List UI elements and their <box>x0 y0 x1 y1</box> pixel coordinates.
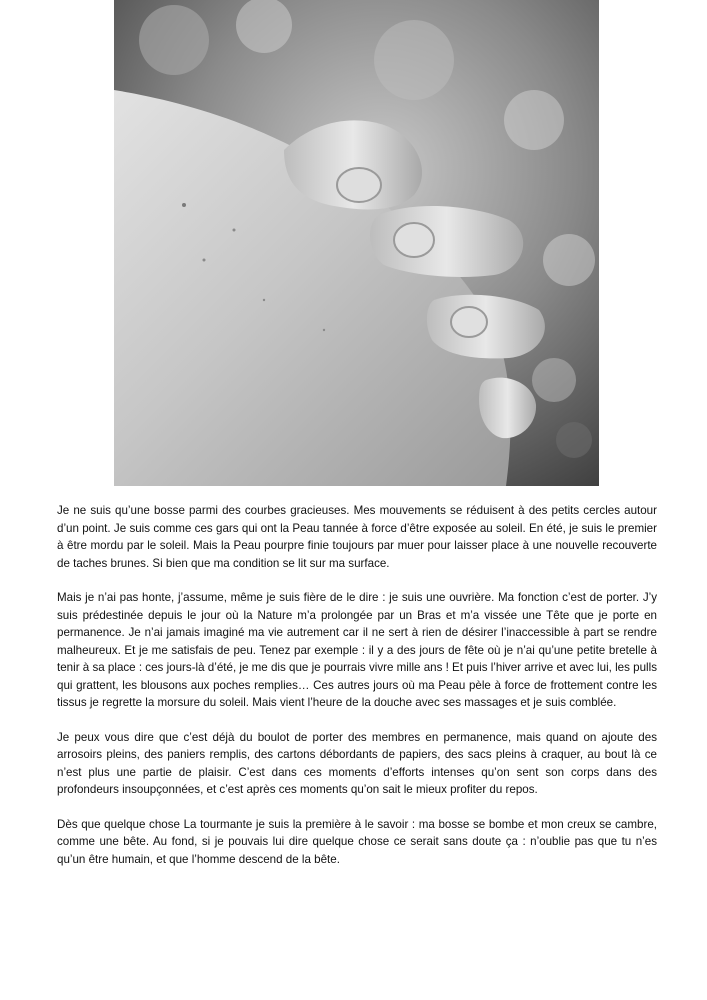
paragraph-1: Je ne suis qu’une bosse parmi des courbes gracieuses. Mes mouvements se réduisent à des petits cercles autour d’un point. Je suis comme ces gars qui ont la Peau tannée à force d’être exposée au soleil. En été, je suis le premier à être mordu par le soleil. Mais la Peau pourpre finie toujours par muer pour laisser place à une nouvelle recouverte de taches brunes. Si bien que ma condition se lit sur ma surface. <box>57 504 657 570</box>
article-text <box>57 502 657 885</box>
paragraph-3: Je peux vous dire que c’est déjà du boulot de porter des membres en permanence, mais quand on ajoute des arrosoirs pleins, des paniers remplis, des cartons débordants de papiers, des sacs pleins à craquer, au bout là ce n’est plus une partie de plaisir. C’est dans ces moments d’efforts intenses qu’on sent son corps dans des profondeurs insoupçonnées, et c’est après ces moments qu’on sait le mieux profiter du repos. <box>57 730 657 796</box>
shoulder-photo <box>114 0 599 486</box>
paragraph-4: Dès que quelque chose La tourmante je suis la première à le savoir : ma bosse se bombe et mon creux se cambre, comme une bête. Au fond, si je pouvais lui dire quelque chose ce serait sans doute ça : n’oublie pas que tu n’es qu’un être humain, et que l’homme descend de la bête. <box>57 817 657 866</box>
shoulder-hand-image <box>114 0 599 486</box>
paragraph-2: Mais je n’ai pas honte, j’assume, même je suis fière de le dire : je suis une ouvrière. Ma fonction c’est de porter. J’y suis prédestinée depuis le jour où la Nature m’a prolongée par un Bras et m’a vissée une Tête que je porte en permanence. Je n’ai jamais imaginé ma vie autrement car il ne sert à rien de désirer l’inaccessible à part se rendre malheureux. Et je me satisfais de peu. Tenez par exemple : il y a des jours de fête où je n’ai qu’une petite bretelle à tenir à sa place : ces jours-là d’été, je me dis que je pourrais vivre mille ans ! Et puis l’hiver arrive et avec lui, les pulls qui grattent, les blousons aux poches remplies… Ces autres jours où ma Peau pèle à force de frottement contre les tissus je regrette la morsure du soleil. Mais vient l’heure de la douche avec ses massages et je suis comblée. <box>57 591 657 709</box>
